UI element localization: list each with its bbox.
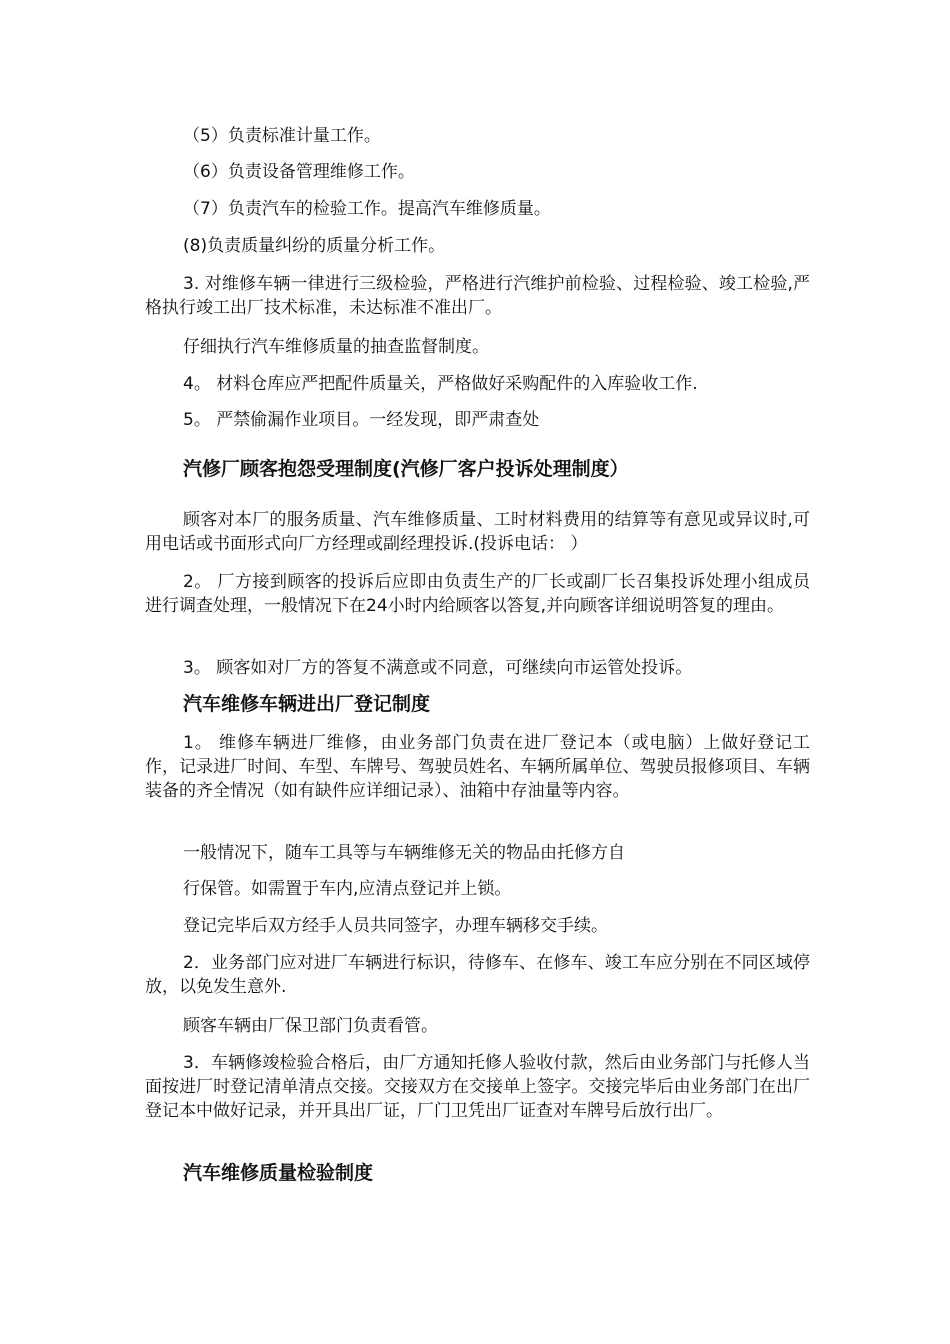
paragraph-exit-procedure: 3．车辆修竣检验合格后，由厂方通知托修人验收付款，然后由业务部门与托修人当面按进厂时登记清单清点交接。交接双方在交接单上签字。交接完毕后由业务部门在出厂登记本中做好记录，并开具出厂证，厂门卫凭出厂证查对车牌号后放行出厂。 <box>145 1053 810 1121</box>
paragraph-vehicle-marking: 2．业务部门应对进厂车辆进行标识，待修车、在修车、竣工车应分别在不同区域停放，以免发生意外. <box>145 953 810 997</box>
paragraph-entry-registration: 1。 维修车辆进厂维修，由业务部门负责在进厂登记本（或电脑）上做好登记工作，记录进厂时间、车型、车牌号、驾驶员姓名、车辆所属单位、驾驶员报修项目、车辆装备的齐全情况（如有缺件应详细记录）、油箱中存油量等内容。 <box>145 733 810 801</box>
paragraph-handover-signature: 登记完毕后双方经手人员共同签字，办理车辆移交手续。 <box>183 916 608 936</box>
paragraph-duty-7: （7）负责汽车的检验工作。提高汽车维修质量。 <box>183 199 551 219</box>
heading-vehicle-registration: 汽车维修车辆进出厂登记制度 <box>183 693 431 715</box>
paragraph-complaint-channel: 顾客对本厂的服务质量、汽车维修质量、工时材料费用的结算等有意见或异议时,可用电话或书面形式向厂方经理或副经理投诉.(投诉电话： ） <box>145 510 810 554</box>
heading-quality-inspection: 汽车维修质量检验制度 <box>183 1162 374 1184</box>
paragraph-prohibit-omission: 5。 严禁偷漏作业项目。一经发现，即严肃查处 <box>183 410 540 430</box>
paragraph-quality-audit: 仔细执行汽车维修质量的抽查监督制度。 <box>183 337 489 357</box>
paragraph-duty-5: （5）负责标准计量工作。 <box>183 126 381 146</box>
paragraph-complaint-escalation: 3。 顾客如对厂方的答复不满意或不同意，可继续向市运管处投诉。 <box>183 658 693 678</box>
paragraph-complaint-response: 2。 厂方接到顾客的投诉后应即由负责生产的厂长或副厂长召集投诉处理小组成员进行调查处理，一般情况下在24小时内给顾客以答复,并向顾客详细说明答复的理由。 <box>145 572 810 616</box>
paragraph-security-custody: 顾客车辆由厂保卫部门负责看管。 <box>183 1016 438 1036</box>
paragraph-warehouse-quality: 4。 材料仓库应严把配件质量关，严格做好采购配件的入库验收工作. <box>183 374 698 394</box>
paragraph-duty-6: （6）负责设备管理维修工作。 <box>183 162 415 182</box>
paragraph-duty-8: (8)负责质量纠纷的质量分析工作。 <box>183 236 446 256</box>
paragraph-tools-lock: 行保管。如需置于车内,应清点登记并上锁。 <box>183 879 512 899</box>
paragraph-tools-custody: 一般情况下，随车工具等与车辆维修无关的物品由托修方自 <box>183 843 625 863</box>
heading-complaint-handling: 汽修厂顾客抱怨受理制度(汽修厂客户投诉处理制度） <box>183 458 629 480</box>
paragraph-three-level-inspection: 3. 对维修车辆一律进行三级检验，严格进行汽维护前检验、过程检验、竣工检验,严格执行竣工出厂技术标准，未达标准不准出厂。 <box>145 274 810 318</box>
